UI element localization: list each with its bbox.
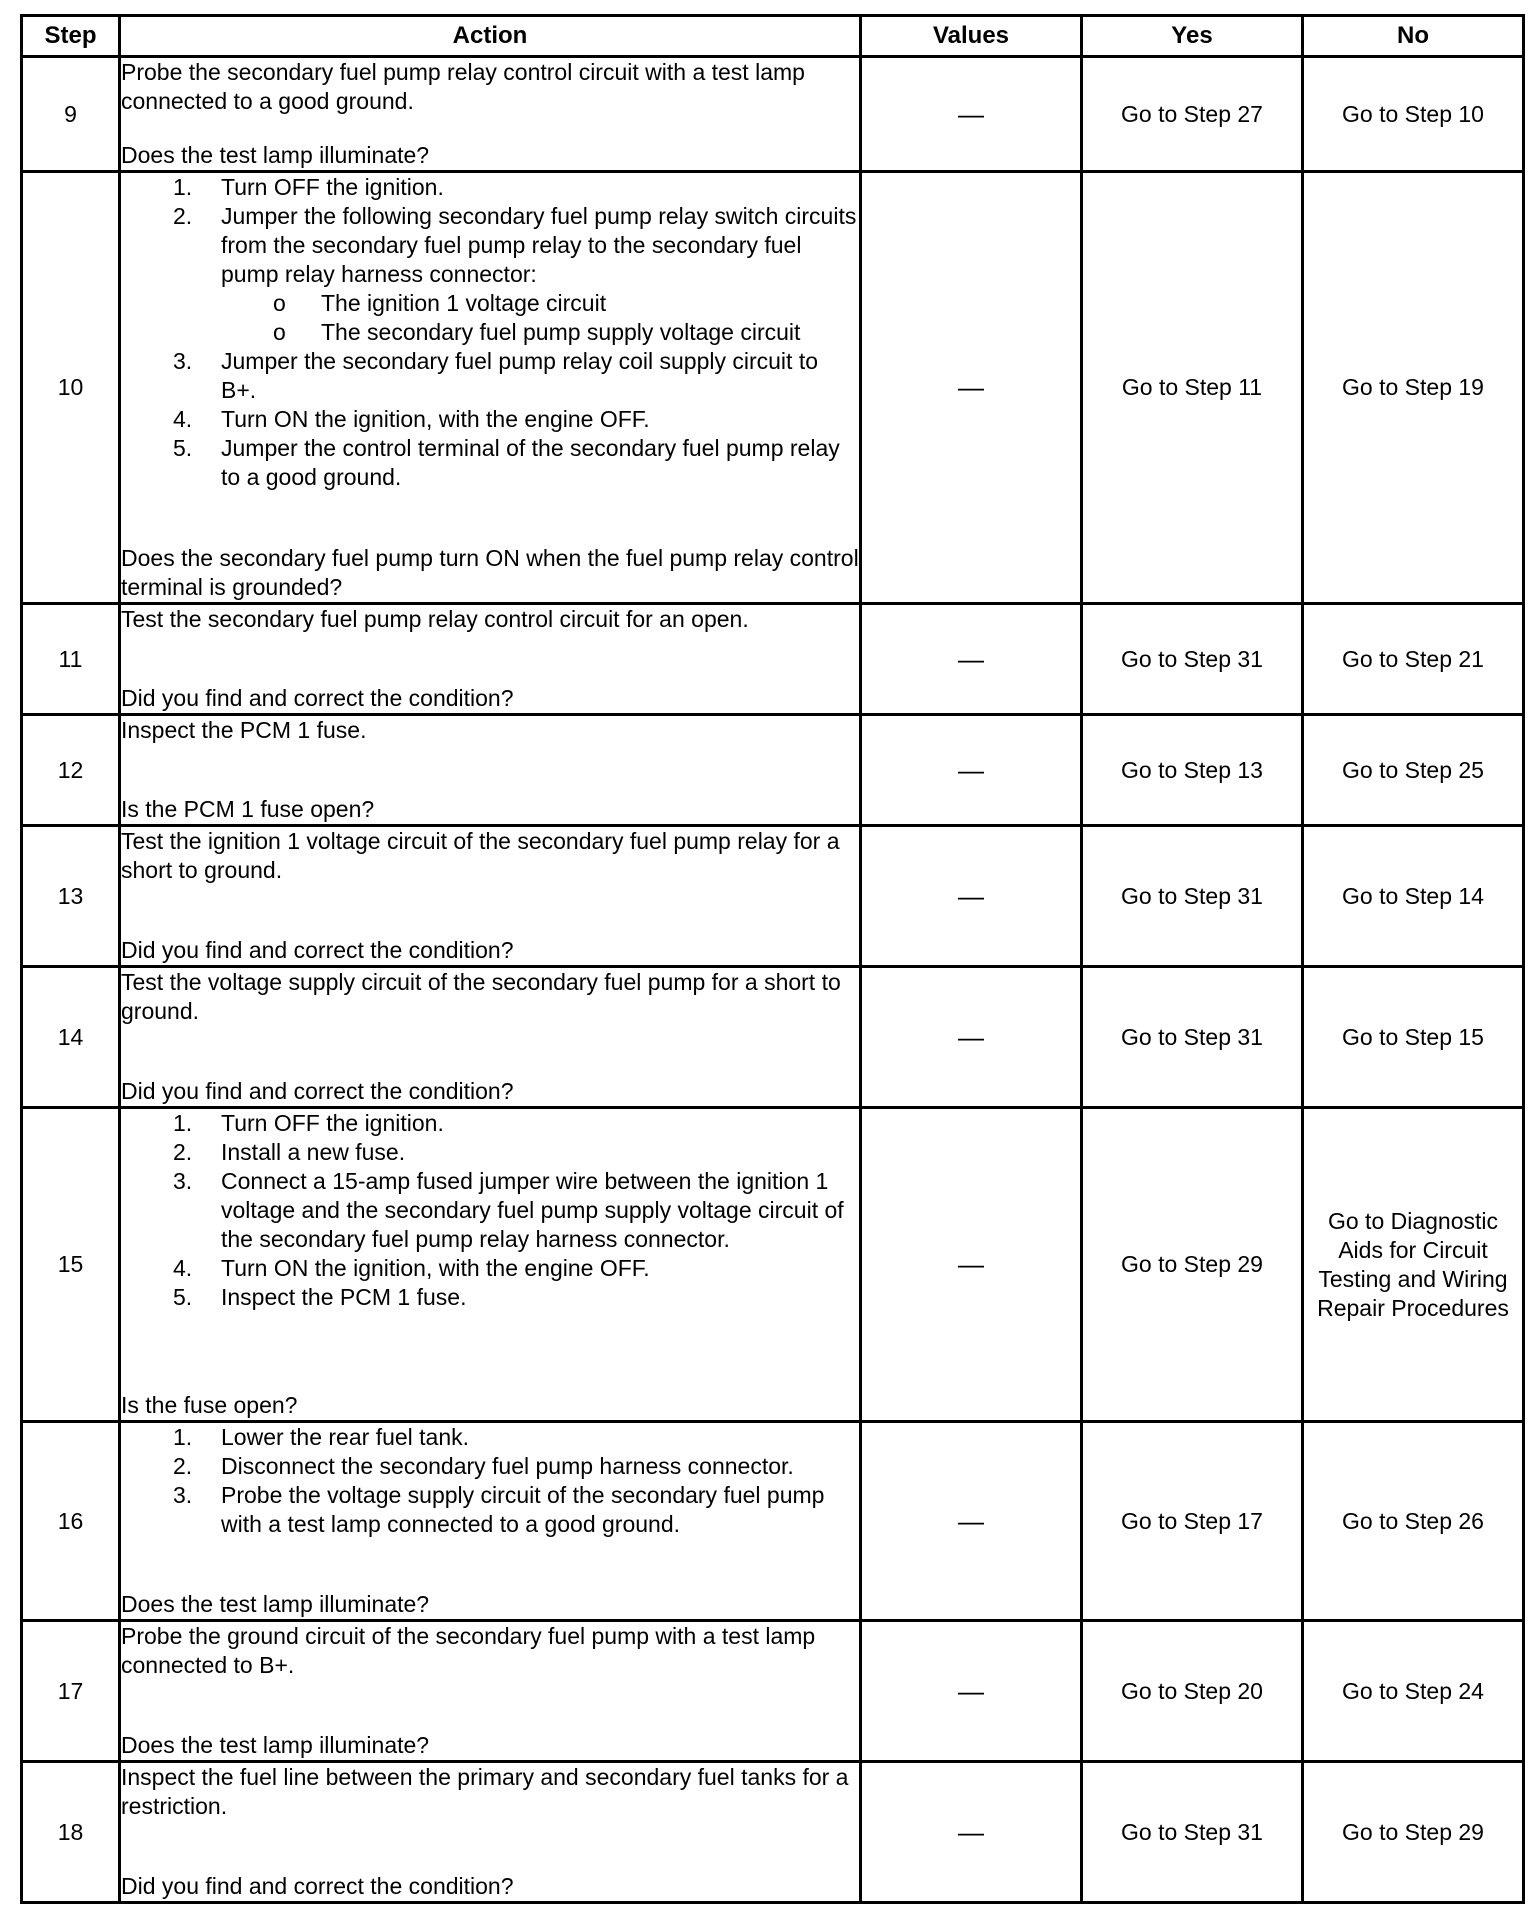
action-text: Probe the secondary fuel pump relay control circuit with a test lamp connected to a good ground. [121, 59, 805, 114]
list-number: 2. [173, 203, 193, 229]
values-cell: — [861, 826, 1082, 967]
yes-cell: Go to Step 20 [1082, 1621, 1303, 1762]
values-cell: — [861, 57, 1082, 172]
table-row [22, 1621, 1524, 1762]
no-cell: Go to Step 19 [1303, 172, 1524, 604]
list-item [121, 1138, 859, 1167]
action-question: Does the test lamp illuminate? [121, 1591, 430, 1617]
list-item-text: Connect a 15-amp fused jumper wire between the ignition 1 voltage and the secondary fuel pump supply voltage circuit of the secondary fuel pump relay harness connector. [221, 1168, 844, 1252]
step-number: 12 [22, 715, 120, 826]
list-number: 2. [173, 1139, 193, 1165]
list-item [121, 405, 859, 434]
action-question: Did you find and correct the condition? [121, 1873, 514, 1899]
step-number: 13 [22, 826, 120, 967]
action-cell [120, 967, 861, 1108]
action-cell [120, 172, 861, 604]
values-cell: — [861, 1762, 1082, 1903]
list-number: 5. [173, 435, 193, 461]
list-item-text: Inspect the PCM 1 fuse. [221, 1284, 467, 1310]
sub-item-text: The secondary fuel pump supply voltage circuit [321, 319, 801, 345]
no-cell: Go to Step 10 [1303, 57, 1524, 172]
yes-cell: Go to Step 29 [1082, 1108, 1303, 1422]
list-number: 1. [173, 174, 193, 200]
action-cell [120, 1108, 861, 1422]
no-cell: Go to Step 26 [1303, 1422, 1524, 1621]
step-number: 15 [22, 1108, 120, 1422]
diagnostic-table-page [20, 14, 1522, 1904]
action-cell [120, 826, 861, 967]
list-item [121, 1452, 859, 1481]
list-item-text: Install a new fuse. [221, 1139, 406, 1165]
yes-cell: Go to Step 31 [1082, 604, 1303, 715]
yes-cell: Go to Step 31 [1082, 967, 1303, 1108]
action-steps-list [121, 1109, 859, 1312]
list-item-text: Probe the voltage supply circuit of the secondary fuel pump with a test lamp connected to a good ground. [221, 1482, 825, 1537]
list-item [121, 1423, 859, 1452]
step-number: 18 [22, 1762, 120, 1903]
action-text: Test the ignition 1 voltage circuit of the secondary fuel pump relay for a short to ground. [121, 828, 840, 883]
table-row [22, 1108, 1524, 1422]
action-text: Inspect the PCM 1 fuse. [121, 717, 367, 743]
action-question: Did you find and correct the condition? [121, 937, 514, 963]
table-row [22, 967, 1524, 1108]
action-text: Inspect the fuel line between the primary and secondary fuel tanks for a restriction. [121, 1764, 849, 1819]
list-number: 5. [173, 1284, 193, 1310]
list-item [121, 1167, 859, 1254]
sub-list [221, 289, 859, 347]
values-cell: — [861, 172, 1082, 604]
list-number: 4. [173, 1255, 193, 1281]
step-number: 9 [22, 57, 120, 172]
action-steps-list [121, 1423, 859, 1539]
action-text: Test the secondary fuel pump relay control circuit for an open. [121, 606, 749, 632]
action-question: Did you find and correct the condition? [121, 685, 514, 711]
sub-item-text: The ignition 1 voltage circuit [321, 290, 607, 316]
sub-list-item [221, 289, 859, 318]
list-number: 3. [173, 1168, 193, 1194]
list-item [121, 173, 859, 202]
list-number: 1. [173, 1424, 193, 1450]
list-item-text: Jumper the following secondary fuel pump relay switch circuits from the secondary fuel pump relay to the secondary fuel pump relay harness connector: [221, 203, 857, 287]
header-row [22, 16, 1524, 57]
list-item-text: Lower the rear fuel tank. [221, 1424, 470, 1450]
action-cell [120, 1762, 861, 1903]
header-yes: Yes [1082, 16, 1303, 57]
action-text: Test the voltage supply circuit of the secondary fuel pump for a short to ground. [121, 969, 841, 1024]
step-number: 11 [22, 604, 120, 715]
list-number: 1. [173, 1110, 193, 1136]
table-row [22, 1762, 1524, 1903]
header-values: Values [861, 16, 1082, 57]
list-item-text: Jumper the control terminal of the secondary fuel pump relay to a good ground. [221, 435, 840, 490]
list-item [121, 1254, 859, 1283]
header-no: No [1303, 16, 1524, 57]
action-steps-list [121, 173, 859, 289]
action-cell [120, 1422, 861, 1621]
values-cell: — [861, 1108, 1082, 1422]
yes-cell: Go to Step 27 [1082, 57, 1303, 172]
table-row [22, 826, 1524, 967]
list-item-text: Disconnect the secondary fuel pump harness connector. [221, 1453, 794, 1479]
list-item-text: Jumper the secondary fuel pump relay coil supply circuit to B+. [221, 348, 819, 403]
table-row [22, 604, 1524, 715]
table-row [22, 57, 1524, 172]
action-cell [120, 57, 861, 172]
values-cell: — [861, 715, 1082, 826]
step-number: 10 [22, 172, 120, 604]
action-question: Does the test lamp illuminate? [121, 1732, 430, 1758]
table-row [22, 1422, 1524, 1621]
yes-cell: Go to Step 11 [1082, 172, 1303, 604]
action-question: Is the PCM 1 fuse open? [121, 796, 375, 822]
sub-list-item [221, 318, 859, 347]
action-cell [120, 604, 861, 715]
table-row [22, 172, 1524, 604]
no-cell: Go to Step 21 [1303, 604, 1524, 715]
list-item [121, 347, 859, 405]
values-cell: — [861, 1621, 1082, 1762]
list-item-text: Turn OFF the ignition. [221, 1110, 444, 1136]
list-number: 2. [173, 1453, 193, 1479]
action-question: Did you find and correct the condition? [121, 1078, 514, 1104]
list-item-text: Turn OFF the ignition. [221, 174, 444, 200]
action-cell [120, 715, 861, 826]
no-cell: Go to Step 14 [1303, 826, 1524, 967]
values-cell: — [861, 967, 1082, 1108]
bullet-icon: o [273, 290, 286, 316]
list-item [121, 1481, 859, 1539]
step-number: 17 [22, 1621, 120, 1762]
step-number: 16 [22, 1422, 120, 1621]
table-row [22, 715, 1524, 826]
values-cell: — [861, 1422, 1082, 1621]
list-item-text: Turn ON the ignition, with the engine OFF. [221, 1255, 650, 1281]
list-number: 4. [173, 406, 193, 432]
bullet-icon: o [273, 319, 286, 345]
list-number: 3. [173, 1482, 193, 1508]
no-cell-text: Go to Diagnostic Aids for Circuit Testing and Wiring Repair Procedures [1317, 1207, 1509, 1321]
action-question: Is the fuse open? [121, 1392, 298, 1418]
no-cell: Go to Step 15 [1303, 967, 1524, 1108]
header-action: Action [120, 16, 861, 57]
list-item [121, 1283, 859, 1312]
header-step: Step [22, 16, 120, 57]
step-number: 14 [22, 967, 120, 1108]
yes-cell: Go to Step 13 [1082, 715, 1303, 826]
values-cell: — [861, 604, 1082, 715]
action-cell [120, 1621, 861, 1762]
action-question: Does the test lamp illuminate? [121, 142, 430, 168]
action-text: Probe the ground circuit of the secondary fuel pump with a test lamp connected to B+. [121, 1623, 816, 1678]
list-item [121, 1109, 859, 1138]
list-item-text: Turn ON the ignition, with the engine OFF. [221, 406, 650, 432]
list-number: 3. [173, 348, 193, 374]
yes-cell: Go to Step 31 [1082, 1762, 1303, 1903]
list-item [121, 202, 859, 289]
no-cell [1303, 1108, 1524, 1422]
no-cell: Go to Step 29 [1303, 1762, 1524, 1903]
action-steps-list [121, 347, 859, 492]
diagnostic-table [20, 14, 1525, 1904]
no-cell: Go to Step 24 [1303, 1621, 1524, 1762]
action-question: Does the secondary fuel pump turn ON when the fuel pump relay control terminal is grounded? [121, 545, 859, 600]
list-item [121, 434, 859, 492]
yes-cell: Go to Step 17 [1082, 1422, 1303, 1621]
yes-cell: Go to Step 31 [1082, 826, 1303, 967]
no-cell: Go to Step 25 [1303, 715, 1524, 826]
